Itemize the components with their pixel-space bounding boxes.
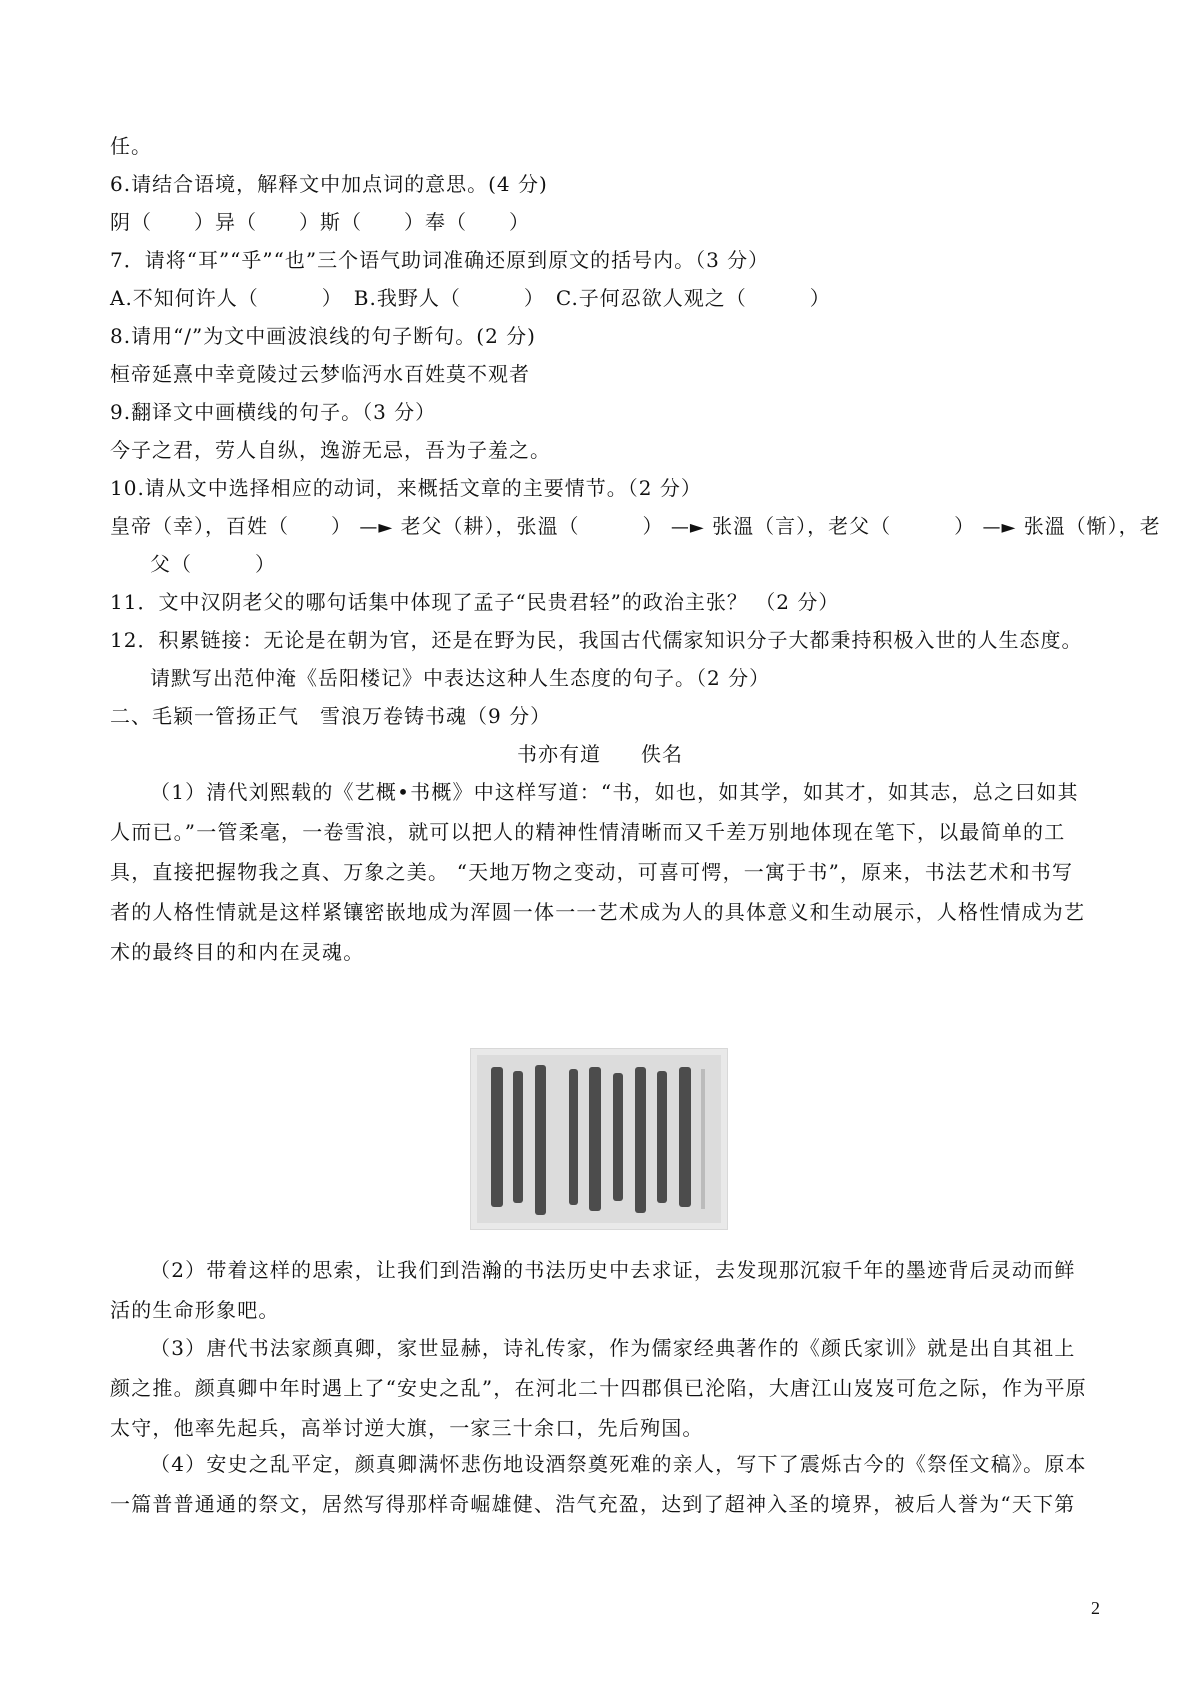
question-7: 7．请将“耳”“乎”“也”三个语气助词准确还原到原文的括号内。（3 分） [110,248,770,272]
question-8-text: 桓帝延熹中幸竟陵过云梦临沔水百姓莫不观者 [110,362,530,386]
article-title: 书亦有道 [517,742,601,766]
question-7-options: A.不知何许人（ ） B.我野人（ ） C.子何忍欲人观之（ ） [110,286,831,310]
arrow-icon: —► [982,517,1017,538]
chain-step-3: 张溫（言），老父（ ） [712,514,976,538]
chain-step-2: 老父（耕），张溫（ ） [400,514,664,538]
paragraph-4: （4）安史之乱平定，颜真卿满怀悲伤地设酒祭奠死难的亲人，写下了震烁古今的《祭侄文稿》。原本一篇普普通通的祭文，居然写得那样奇崛雄健、浩气充盈，达到了超神入圣的境界，被后人誉为“天下第 [110,1452,1087,1516]
arrow-icon: —► [359,517,394,538]
text-line: 任。 [110,134,152,158]
chain-step-4: 张溫（惭），老 [1023,514,1161,538]
paragraph-2: （2）带着这样的思索，让我们到浩瀚的书法历史中去求证，去发现那沉寂千年的墨迹背后灵动而鲜活的生命形象吧。 [110,1258,1076,1322]
paragraph-1: （1）清代刘熙载的《艺概•书概》中这样写道：“书，如也，如其学，如其才，如其志，总之曰如其人而已。”一管柔毫，一卷雪浪，就可以把人的精神性情清晰而又千差万别地体现在笔下，以最简单的工具，直接把握物我之真、万象之美。 “天地万物之变动，可喜可愕，一寓于书”，原来，书法艺术和书写者的人格性情就是这样紧镶密嵌地成为浑圆一体一一艺术成为人的具体意义和生动展示，人格性情成为艺术的最终目的和内在灵魂。 [110,780,1086,964]
question-6: 6.请结合语境，解释文中加点词的意思。(4 分) [110,172,548,196]
section-2-heading: 二、毛颖一管扬正气 雪浪万卷铸书魂（9 分） [110,704,552,728]
question-12: 12．积累链接：无论是在朝为官，还是在野为民，我国古代儒家知识分子大都秉持积极入世的人生态度。 [110,628,1083,652]
article-author: 佚名 [641,742,683,766]
chain-step-1: 皇帝（幸），百姓（ ） [110,514,352,538]
arrow-icon: —► [670,517,705,538]
question-8: 8.请用“/”为文中画波浪线的句子断句。(2 分) [110,324,536,348]
question-10-chain [110,506,1161,548]
question-10-chain-end: 父（ ） [150,552,276,576]
question-12-continued: 请默写出范仲淹《岳阳楼记》中表达这种人生态度的句子。（2 分） [150,666,771,690]
calligraphy-image [470,1048,728,1230]
paragraph-3: （3）唐代书法家颜真卿，家世显赫，诗礼传家，作为儒家经典著作的《颜氏家训》就是出自其祖上颜之推。颜真卿中年时遇上了“安史之乱”，在河北二十四郡俱已沦陷，大唐江山岌岌可危之际，作为平原太守，他率先起兵，高举讨逆大旗，一家三十余口，先后殉国。 [110,1336,1087,1440]
question-10: 10.请从文中选择相应的动词，来概括文章的主要情节。（2 分） [110,476,702,500]
page-number: 2 [1091,1598,1100,1618]
calligraphy-image-graphic [471,1049,727,1229]
question-9-text: 今子之君，劳人自纵，逸游无忌，吾为子羞之。 [110,438,551,462]
question-6-blanks: 阴（ ）异（ ）斯（ ）奉（ ） [110,210,530,234]
article-heading [0,734,1200,774]
question-11: 11．文中汉阴老父的哪句话集中体现了孟子“民贵君轻”的政治主张？ （2 分） [110,590,840,614]
question-9: 9.翻译文中画横线的句子。（3 分） [110,400,437,424]
